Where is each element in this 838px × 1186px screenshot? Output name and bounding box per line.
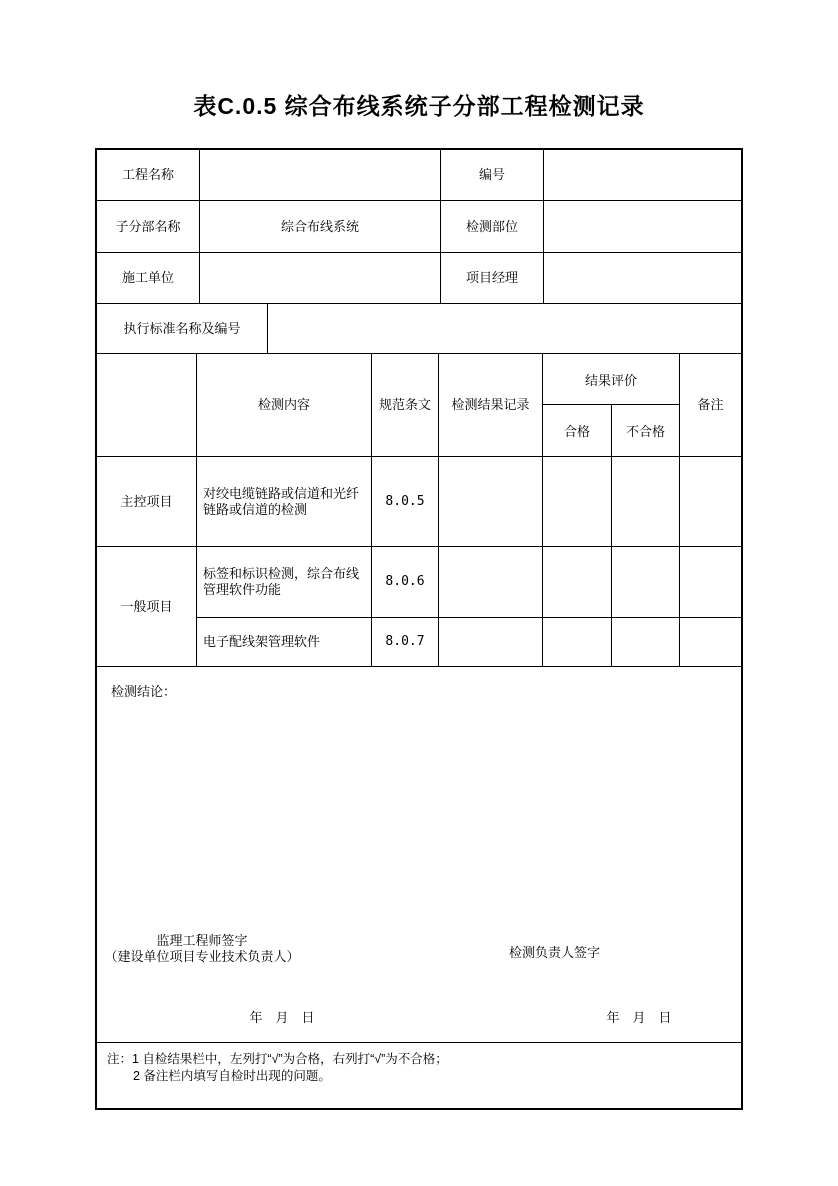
content-header: 检测内容	[197, 354, 372, 456]
general-items	[197, 547, 741, 666]
info-row-standard	[97, 304, 741, 354]
checklist-group-general	[97, 547, 741, 667]
footnote-line-2: 2 备注栏内填写自检时出现的问题。	[133, 1069, 331, 1083]
inspector-date-line: 年 月 日	[606, 1010, 672, 1025]
project-manager-label: 项目经理	[441, 253, 544, 303]
checklist-row-labeling	[197, 547, 741, 618]
footnote-line-1: 注：1 自检结果栏中，左列打“√”为合格，右列打“√”为不合格；	[107, 1052, 448, 1066]
pass-header: 合格	[543, 405, 612, 456]
info-row-project	[97, 150, 741, 201]
supervisor-date-line: 年 月 日	[249, 1010, 315, 1025]
info-row-subsection	[97, 201, 741, 253]
number-value	[544, 150, 741, 200]
item-content: 电子配线架管理软件	[197, 618, 372, 666]
project-manager-value	[544, 253, 741, 303]
item-clause: 8.0.6	[372, 547, 439, 617]
inspection-record-table	[95, 148, 743, 1110]
item-fail-cell	[612, 547, 680, 617]
checklist-header-row	[97, 354, 741, 457]
test-location-label: 检测部位	[441, 201, 544, 252]
footnote-section	[97, 1043, 741, 1108]
category-header-cell	[97, 354, 197, 456]
item-result-record	[439, 547, 543, 617]
evaluation-header-block	[543, 354, 680, 456]
contractor-value	[200, 253, 441, 303]
item-fail-cell	[612, 618, 680, 666]
number-label: 编号	[441, 150, 544, 200]
standard-label: 执行标准名称及编号	[97, 304, 268, 353]
supervisor-signature-label: 监理工程师签字	[156, 933, 248, 948]
contractor-label: 施工单位	[97, 253, 200, 303]
checklist-row-main-control	[97, 457, 741, 547]
standard-value	[268, 304, 741, 353]
item-fail-cell	[612, 457, 680, 546]
evaluation-subheaders	[543, 405, 679, 456]
inspector-signature-label: 检测负责人签字	[509, 945, 601, 960]
checklist-row-patch-panel	[197, 618, 741, 666]
clause-header: 规范条文	[372, 354, 439, 456]
remark-header: 备注	[697, 397, 724, 412]
conclusion-section	[97, 667, 741, 1043]
item-content: 标签和标识检测，综合布线管理软件功能	[197, 547, 372, 617]
item-pass-cell	[543, 547, 612, 617]
item-result-record	[439, 457, 543, 546]
conclusion-label: 检测结论：	[111, 684, 177, 699]
subsection-name-label: 子分部名称	[97, 201, 200, 252]
test-location-value	[544, 201, 741, 252]
result-record-header: 检测结果记录	[439, 354, 543, 456]
item-clause: 8.0.5	[372, 457, 439, 546]
project-name-value	[200, 150, 441, 200]
category-general: 一般项目	[97, 547, 197, 666]
item-result-record	[439, 618, 543, 666]
item-remark-cell	[680, 547, 741, 617]
page-title: 表C.0.5 综合布线系统子分部工程检测记录	[193, 93, 645, 119]
supervisor-signature-sublabel: （建设单位项目专业技术负责人）	[104, 949, 300, 964]
subsection-name-value: 综合布线系统	[200, 201, 441, 252]
supervisor-signature-block	[102, 933, 302, 965]
item-remark-cell	[680, 618, 741, 666]
item-pass-cell	[543, 457, 612, 546]
fail-header: 不合格	[625, 424, 665, 439]
item-remark-cell	[680, 457, 741, 546]
item-pass-cell	[543, 618, 612, 666]
item-content: 对绞电缆链路或信道和光纤链路或信道的检测	[197, 457, 372, 546]
category-main-control: 主控项目	[97, 457, 197, 546]
project-name-label: 工程名称	[97, 150, 200, 200]
item-clause: 8.0.7	[372, 618, 439, 666]
evaluation-header: 结果评价	[543, 354, 679, 405]
info-row-contractor	[97, 253, 741, 304]
